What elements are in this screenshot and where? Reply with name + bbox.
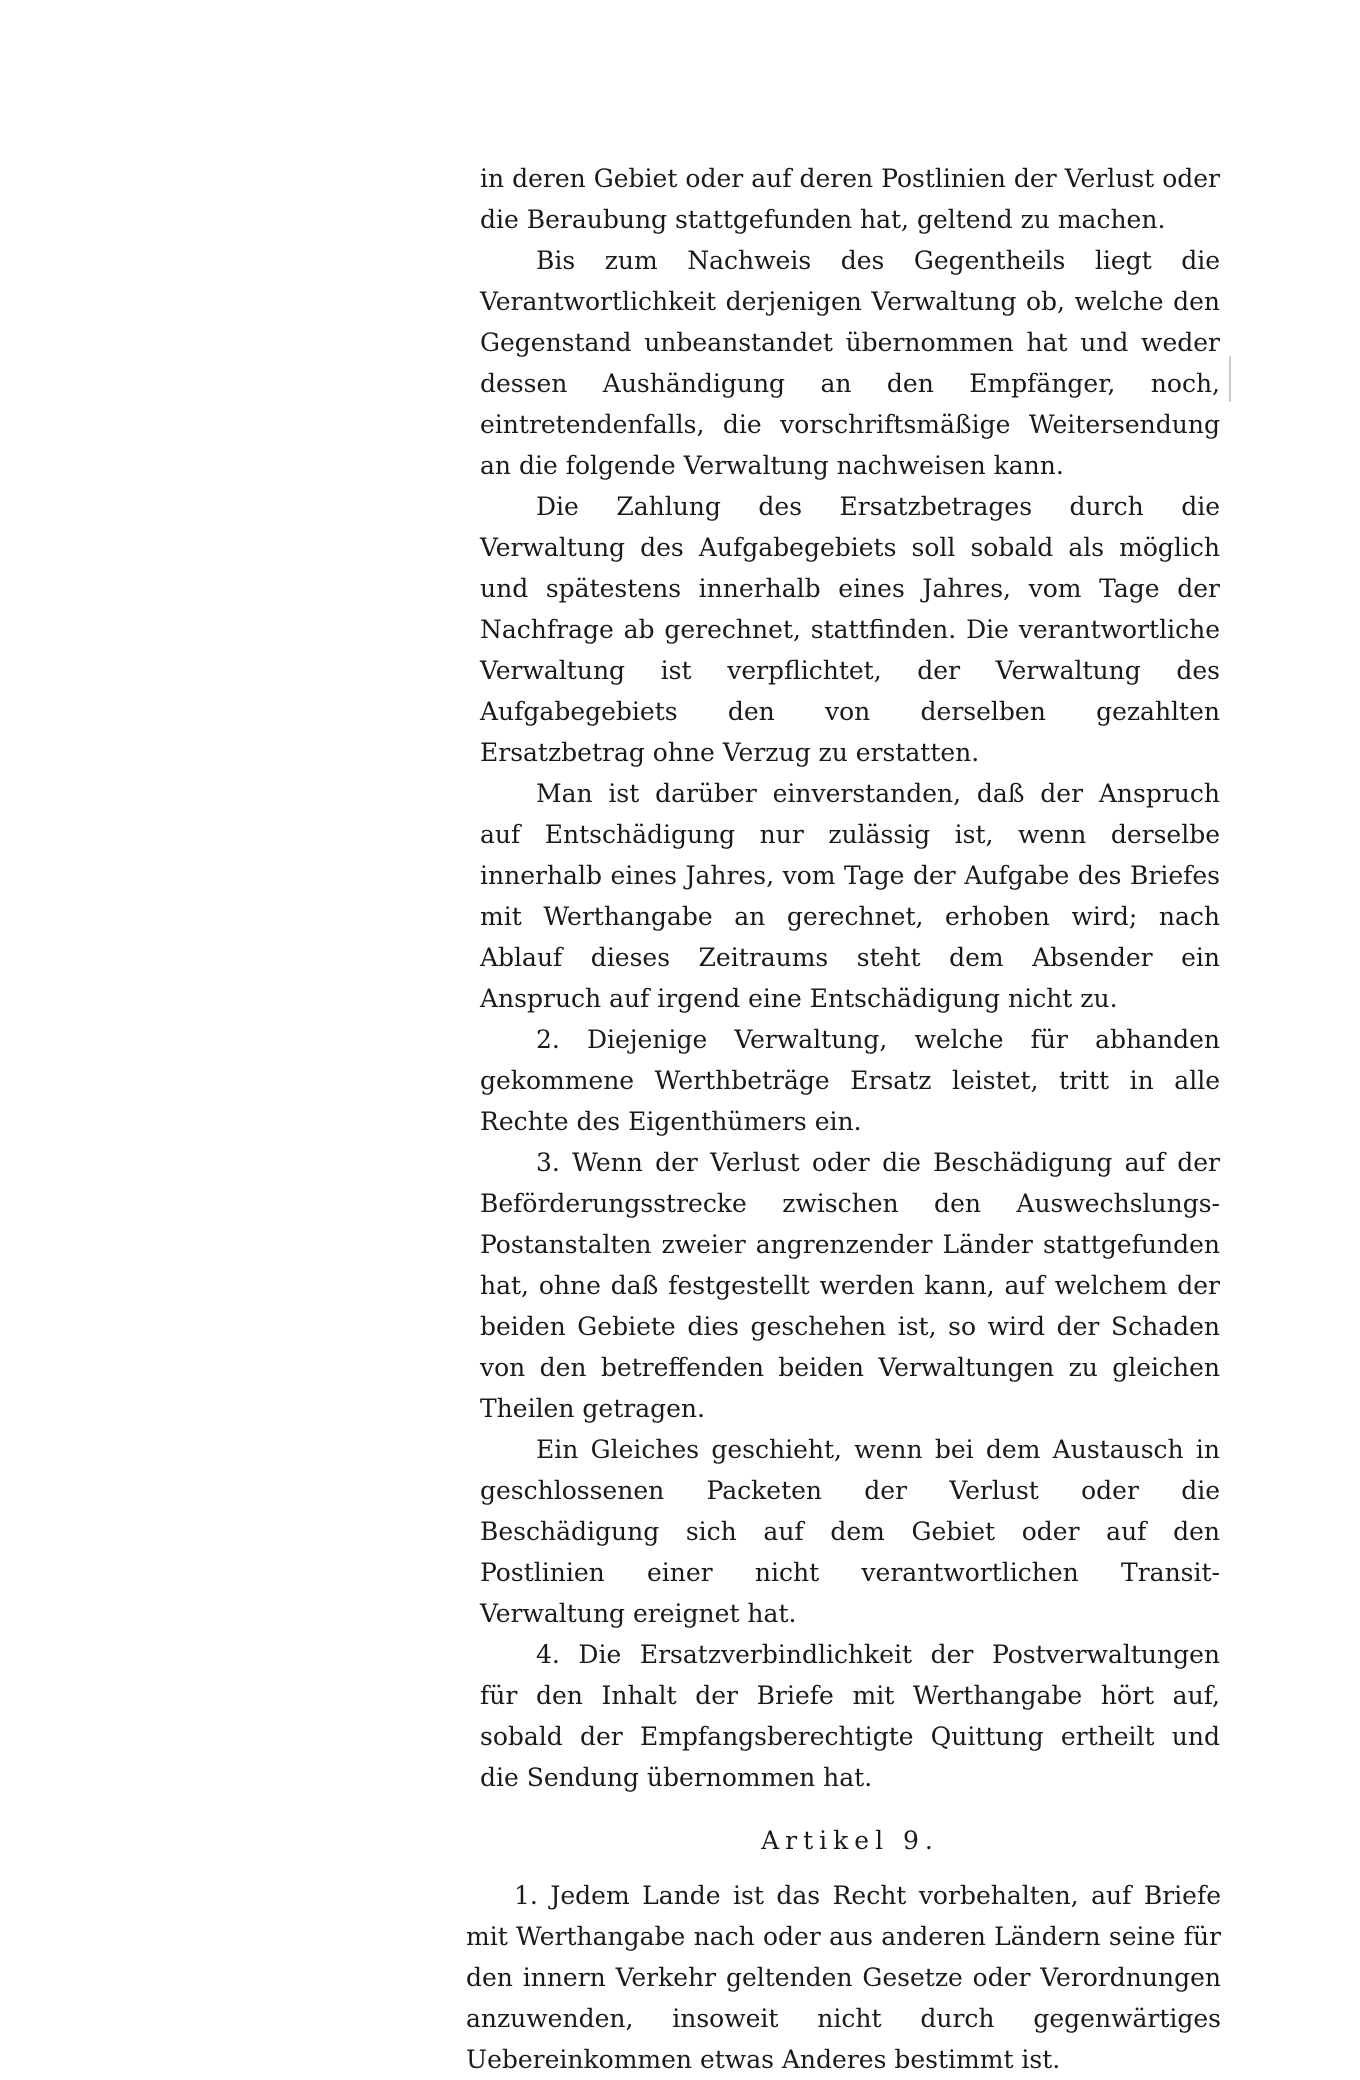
paragraph-item-3: 3. Wenn der Verlust oder die Beschädigung auf der Beförderungsstrecke zwischen den Auswechslungs-Postanstalten zweier angrenzender Länder stattgefunden hat, ohne daß festgestellt werden kann, auf welchem der beiden Gebiete dies geschehen ist, so wird der Schaden von den betreffenden beiden Verwaltungen zu gleichen Theilen getragen. bbox=[480, 1148, 1220, 1423]
paragraph-claim-deadline: Man ist darüber einverstanden, daß der Anspruch auf Entschädigung nur zulässig ist, wenn derselbe innerhalb eines Jahres, vom Tage der Aufgabe des Briefes mit Werthangabe an gerechnet, erhoben wird; nach Ablauf dieses Zeitraums steht dem Absender ein Anspruch auf irgend eine Entschädigung nicht zu. bbox=[480, 779, 1220, 1013]
margin-mark bbox=[1229, 356, 1231, 402]
paragraph-liability: Bis zum Nachweis des Gegentheils liegt die Verantwortlichkeit derjenigen Verwaltung ob, welche den Gegenstand unbeanstandet übernommen hat und weder dessen Aushändigung an den Empfänger, noch, eintretendenfalls, die vorschriftsmäßige Weitersendung an die folgende Verwaltung nachweisen kann. bbox=[480, 246, 1220, 480]
paragraph-item-2: 2. Diejenige Verwaltung, welche für abhanden gekommene Werthbeträge Ersatz leistet, tritt in alle Rechte des Eigenthümers ein. bbox=[480, 1025, 1220, 1136]
paragraph-transit: Ein Gleiches geschieht, wenn bei dem Austausch in geschlossenen Packeten der Verlust oder die Beschädigung sich auf dem Gebiet oder auf den Postlinien einer nicht verantwortlichen Transit-Verwaltung ereignet hat. bbox=[480, 1435, 1220, 1628]
article-paragraph-1: 1. Jedem Lande ist das Recht vorbehalten, auf Briefe mit Werthangabe nach oder aus anderen Ländern seine für den innern Verkehr geltenden Gesetze oder Verordnungen anzuwenden, insoweit nicht durch gegenwärtiges Uebereinkommen etwas Anderes bestimmt ist. bbox=[466, 1881, 1221, 2074]
document-body bbox=[466, 158, 1221, 2080]
paragraph-item-4: 4. Die Ersatzverbindlichkeit der Postverwaltungen für den Inhalt der Briefe mit Werthangabe hört auf, sobald der Empfangsberechtigte Quittung ertheilt und die Sendung übernommen hat. bbox=[480, 1640, 1220, 1792]
paragraph-payment: Die Zahlung des Ersatzbetrages durch die Verwaltung des Aufgabegebiets soll sobald als möglich und spätestens innerhalb eines Jahres, vom Tage der Nachfrage ab gerechnet, stattfinden. Die verantwortliche Verwaltung ist verpflichtet, der Verwaltung des Aufgabegebiets den von derselben gezahlten Ersatzbetrag ohne Verzug zu erstatten. bbox=[480, 492, 1220, 767]
article-heading: Artikel 9. bbox=[761, 1826, 939, 1855]
paragraph-continuation: in deren Gebiet oder auf deren Postlinien der Verlust oder die Beraubung stattgefunden hat, geltend zu machen. bbox=[480, 164, 1220, 234]
